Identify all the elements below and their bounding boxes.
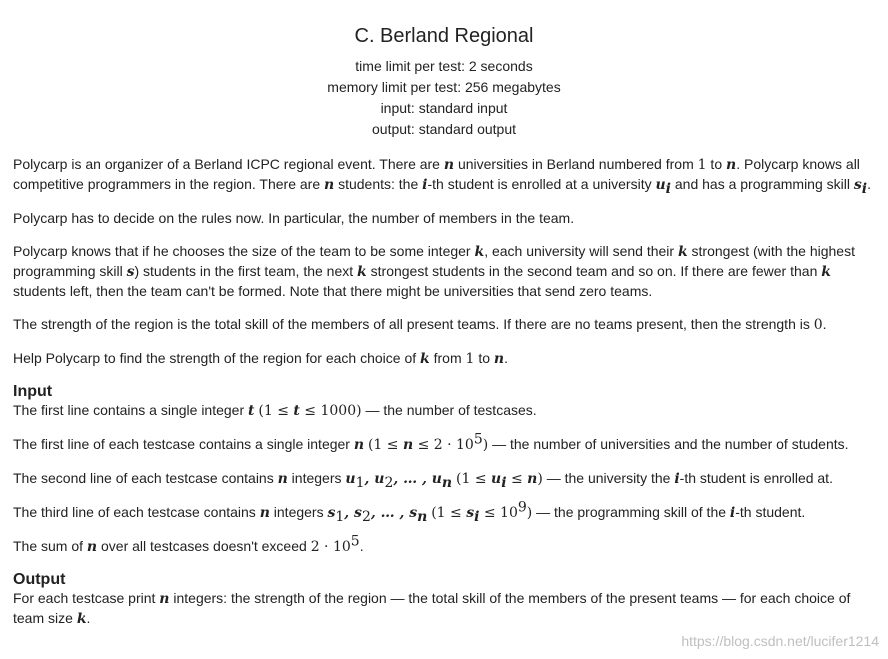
time-limit: time limit per test: 2 seconds [355,58,533,74]
output-line-1: For each testcase print n integers: the strength of the region — the total skill of the members of the present teams — for each choice of team size k. [13,590,851,627]
input-line-5: The sum of n over all testcases doesn't exceed $2 \cdot 10^5$. [13,533,364,555]
problem-statement [0,155,888,629]
input-line-4: The third line of each testcase contains n integers $s_1$, $s_2$, … , $s_n$ $(1 \le s_i \le 10^9)$ — the programming skill of the i-th student. [13,499,806,525]
input-line-3: The second line of each testcase contains n integers $u_1$, $u_2$, … , $u_n$ $(1 \le u_i \le n)$ — the university the i-th student is enrolled at. [13,470,833,491]
statement-paragraph-3: Polycarp knows that if he chooses the size of the team to be some integer k, each university will send their k strongest (with the highest programming skill s) students in the first team, the next k strongest students in the second team and so on. If there are fewer than k students left, then the team can't be formed. Note that there might be universities that send zero teams. [13,243,855,299]
input-spec: input: standard input [380,100,508,116]
input-line-1: The first line contains a single integer t (1 ≤ t ≤ 1000) — the number of testcases. [13,402,537,419]
statement-paragraph-2: Polycarp has to decide on the rules now. In particular, the number of members in the team. [13,210,575,226]
problem-header [0,0,888,140]
memory-limit: memory limit per test: 256 megabytes [327,79,561,95]
output-spec: output: standard output [372,121,516,137]
statement-paragraph-1: Polycarp is an organizer of a Berland ICPC regional event. There are n universities in Berland numbered from 1 to n. Polycarp knows all competitive programmers in the region. There are n students: the i-th student is enrolled at a university $u_i$ and has a programming skill $s_i$. [13,156,871,197]
input-section-title: Input [13,383,53,400]
watermark: https://blog.csdn.net/lucifer1214 [681,633,879,649]
input-line-2: The first line of each testcase contains a single integer n $(1 \le n \le 2 \cdot 10^5)$ — the number of universities and the number of students. [13,431,849,453]
statement-paragraph-4: The strength of the region is the total skill of the members of all present teams. If there are no teams present, then the strength is 0. [13,316,827,333]
statement-paragraph-5: Help Polycarp to find the strength of the region for each choice of k from 1 to n. [13,350,508,367]
problem-title: C. Berland Regional [354,25,534,47]
output-section-title: Output [13,571,66,588]
